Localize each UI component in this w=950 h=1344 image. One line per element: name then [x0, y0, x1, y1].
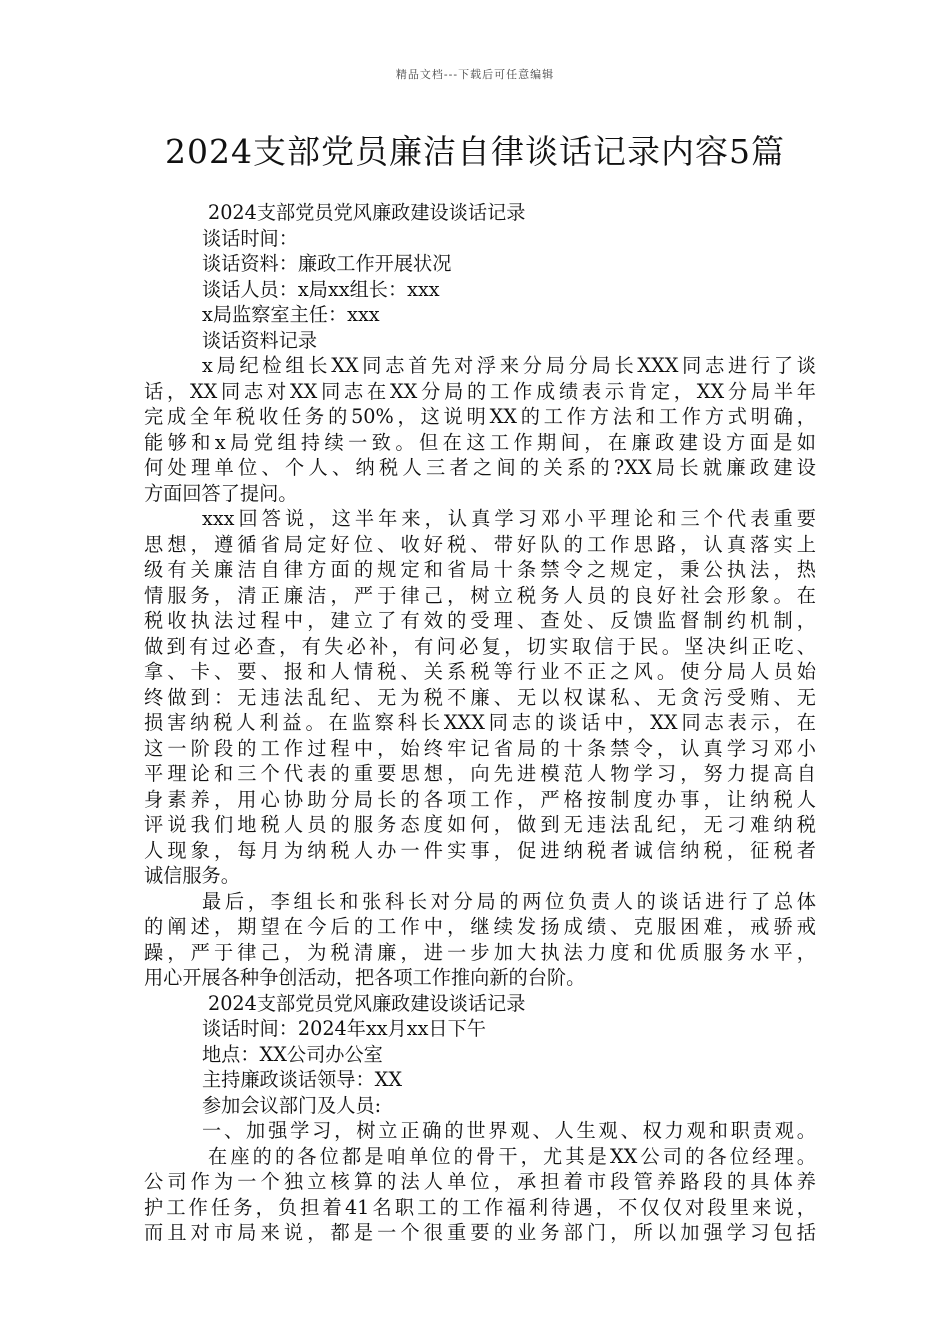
text-line: x局纪检组长XX同志首先对浮来分局分局长XXX同志进行了谈 — [202, 354, 816, 377]
text-line: 损害纳税人利益。在监察科长XXX同志的谈话中，XX同志表示，在 — [144, 711, 816, 734]
text-line: 情服务，清正廉洁，严于律己，树立税务人员的良好社会形象。在 — [144, 583, 816, 607]
text-line: 地点：XX公司办公室 — [202, 1042, 383, 1066]
text-line: 主持廉政谈话领导：XX — [202, 1068, 403, 1091]
document-body — [144, 200, 816, 1246]
text-line: 平理论和三个代表的重要思想，向先进模范人物学习，努力提高自 — [144, 762, 816, 785]
text-line: 在座的的各位都是咱单位的骨干，尤其是XX公司的各位经理。 — [208, 1144, 816, 1168]
text-line: 诚信服务。 — [144, 864, 240, 887]
page-header-note: 精品文档---下载后可任意编辑 — [395, 68, 555, 81]
text-line: 这一阶段的工作过程中，始终牢记省局的十条禁令，认真学习邓小 — [144, 736, 816, 760]
text-line: 话，XX同志对XX同志在XX分局的工作成绩表示肯定，XX分局半年 — [144, 379, 816, 403]
text-line: 税收执法过程中，建立了有效的受理、查处、反馈监督制约机制， — [144, 609, 816, 632]
text-line: x局监察室主任：xxx — [202, 303, 380, 326]
text-line: 用心开展各种争创活动，把各项工作推向新的台阶。 — [144, 966, 586, 989]
text-line: 人现象，每月为纳税人办一件实事，促进纳税者诚信纳税，征税者 — [144, 838, 816, 862]
page-title: 2024支部党员廉洁自律谈话记录内容5篇 — [165, 132, 785, 171]
text-line: 终做到：无违法乱纪、无为税不廉、无以权谋私、无贪污受贿、无 — [144, 685, 816, 709]
text-line: 护工作任务，负担着41名职工的工作福利待遇，不仅仅对段里来说， — [144, 1195, 816, 1219]
text-line: 躁，严于律己，为税清廉，进一步加大执法力度和优质服务水平， — [144, 940, 816, 964]
text-line: 何处理单位、个人、纳税人三者之间的关系的?XX局长就廉政建设 — [144, 456, 816, 479]
text-line: 谈话时间：2024年xx月xx日下午 — [202, 1017, 486, 1040]
text-line: 一、加强学习，树立正确的世界观、人生观、权力观和职责观。 — [202, 1119, 816, 1142]
text-line: 2024支部党员党风廉政建设谈话记录 — [208, 201, 526, 224]
text-line: 评说我们地税人员的服务态度如何，做到无违法乱纪，无刁难纳税 — [144, 813, 816, 836]
text-line: 谈话资料记录 — [202, 328, 318, 352]
text-line: 能够和x局党组持续一致。但在这工作期间，在廉政建设方面是如 — [144, 430, 816, 454]
text-line: 拿、卡、要、报和人情税、关系税等行业不正之风。使分局人员始 — [144, 660, 816, 683]
text-line: 级有关廉洁自律方面的规定和省局十条禁令之规定，秉公执法，热 — [144, 558, 816, 581]
text-line: 而且对市局来说，都是一个很重要的业务部门，所以加强学习包括 — [144, 1221, 816, 1244]
text-line: 做到有过必查，有失必补，有问必复，切实取信于民。坚决纠正吃、 — [144, 634, 816, 658]
text-line: xxx回答说，这半年来，认真学习邓小平理论和三个代表重要 — [202, 507, 816, 530]
text-line: 谈话资料：廉政工作开展状况 — [202, 252, 452, 275]
text-line: 参加会议部门及人员: — [202, 1093, 382, 1117]
text-line: 身素养，用心协助分局长的各项工作，严格按制度办事，让纳税人 — [144, 787, 816, 811]
text-line: 公司作为一个独立核算的法人单位，承担着市段管养路段的具体养 — [144, 1170, 816, 1193]
text-line: 思想，遵循省局定好位、收好税、带好队的工作思路，认真落实上 — [144, 532, 816, 556]
text-line: 谈话时间： — [202, 226, 298, 250]
text-line: 的阐述，期望在今后的工作中，继续发扬成绩、克服困难，戒骄戒 — [144, 915, 816, 938]
text-line: 2024支部党员党风廉政建设谈话记录 — [208, 991, 526, 1015]
text-line: 方面回答了提问。 — [144, 481, 298, 505]
text-line: 谈话人员：x局xx组长：xxx — [202, 277, 440, 301]
text-line: 完成全年税收任务的50%，这说明XX的工作方法和工作方式明确， — [144, 405, 816, 428]
text-line: 最后，李组长和张科长对分局的两位负责人的谈话进行了总体 — [202, 889, 816, 913]
